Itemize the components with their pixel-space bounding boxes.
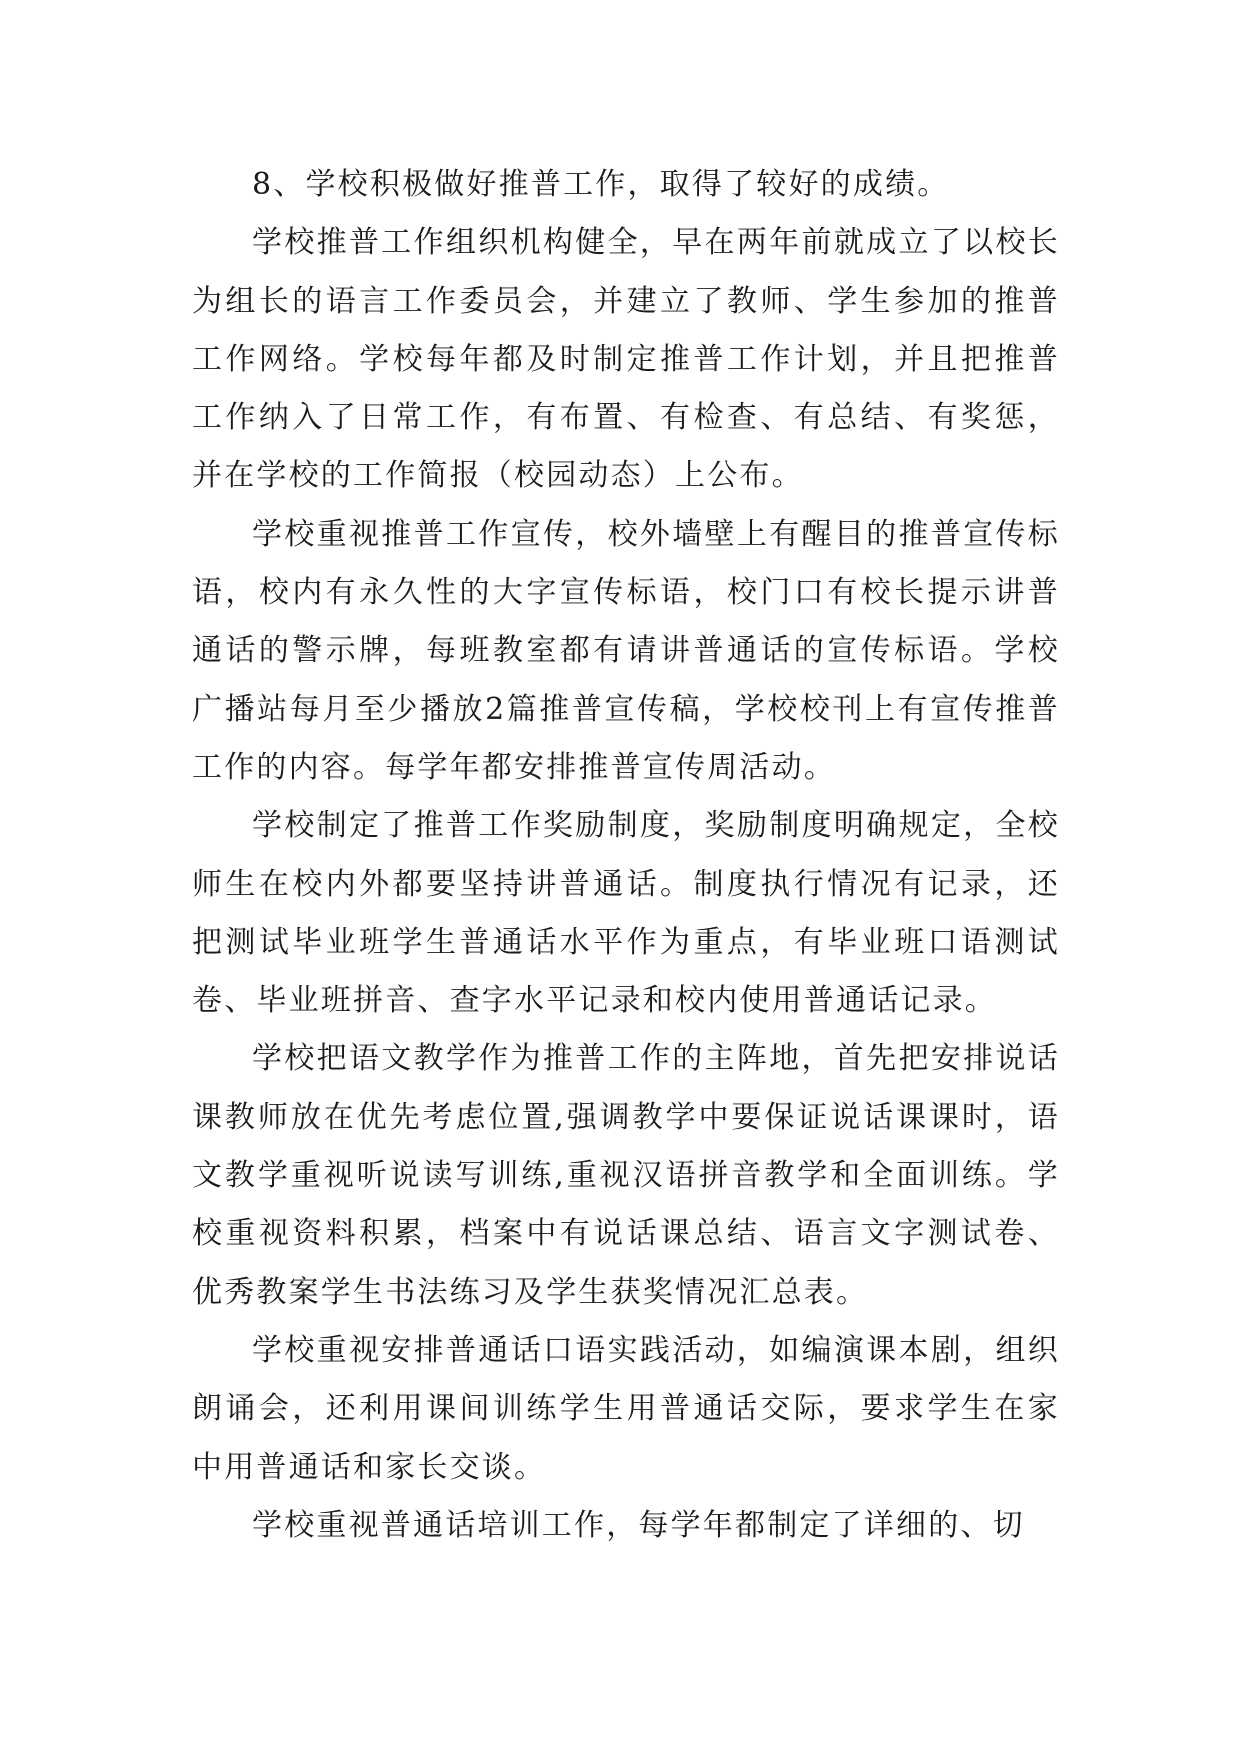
- paragraph-training: 学校重视普通话培训工作，每学年都制定了详细的、切: [252, 1507, 1025, 1543]
- paragraph-publicity: 学校重视推普工作宣传，校外墙壁上有醒目的推普宣传标语，校内有永久性的大字宣传标语，校门口有校长提示讲普通话的警示牌，每班教室都有请讲普通话的宣传标语。学校广播站每月至少播放2篇推普宣传稿，学校校刊上有宣传推普工作的内容。每学年都安排推普宣传周活动。: [192, 516, 1060, 785]
- paragraph-chinese-teaching: 学校把语文教学作为推普工作的主阵地，首先把安排说话课教师放在优先考虑位置,强调教学中要保证说话课课时，语文教学重视听说读写训练,重视汉语拼音教学和全面训练。学校重视资料积累，档案中有说话课总结、语言文字测试卷、优秀教案学生书法练习及学生获奖情况汇总表。: [192, 1041, 1060, 1310]
- document-body: [192, 156, 1060, 1555]
- paragraph-organization: 学校推普工作组织机构健全，早在两年前就成立了以校长为组长的语言工作委员会，并建立了教师、学生参加的推普工作网络。学校每年都及时制定推普工作计划，并且把推普工作纳入了日常工作，有布置、有检查、有总结、有奖惩，并在学校的工作简报（校园动态）上公布。: [192, 225, 1060, 494]
- paragraph-oral-practice: 学校重视安排普通话口语实践活动，如编演课本剧，组织朗诵会，还利用课间训练学生用普通话交际，要求学生在家中用普通话和家长交谈。: [192, 1332, 1060, 1485]
- paragraph-reward-system: 学校制定了推普工作奖励制度，奖励制度明确规定，全校师生在校内外都要坚持讲普通话。制度执行情况有记录，还把测试毕业班学生普通话水平作为重点，有毕业班口语测试卷、毕业班拼音、查字水平记录和校内使用普通话记录。: [192, 808, 1060, 1019]
- section-heading: 8、学校积极做好推普工作，取得了较好的成绩。: [252, 167, 950, 202]
